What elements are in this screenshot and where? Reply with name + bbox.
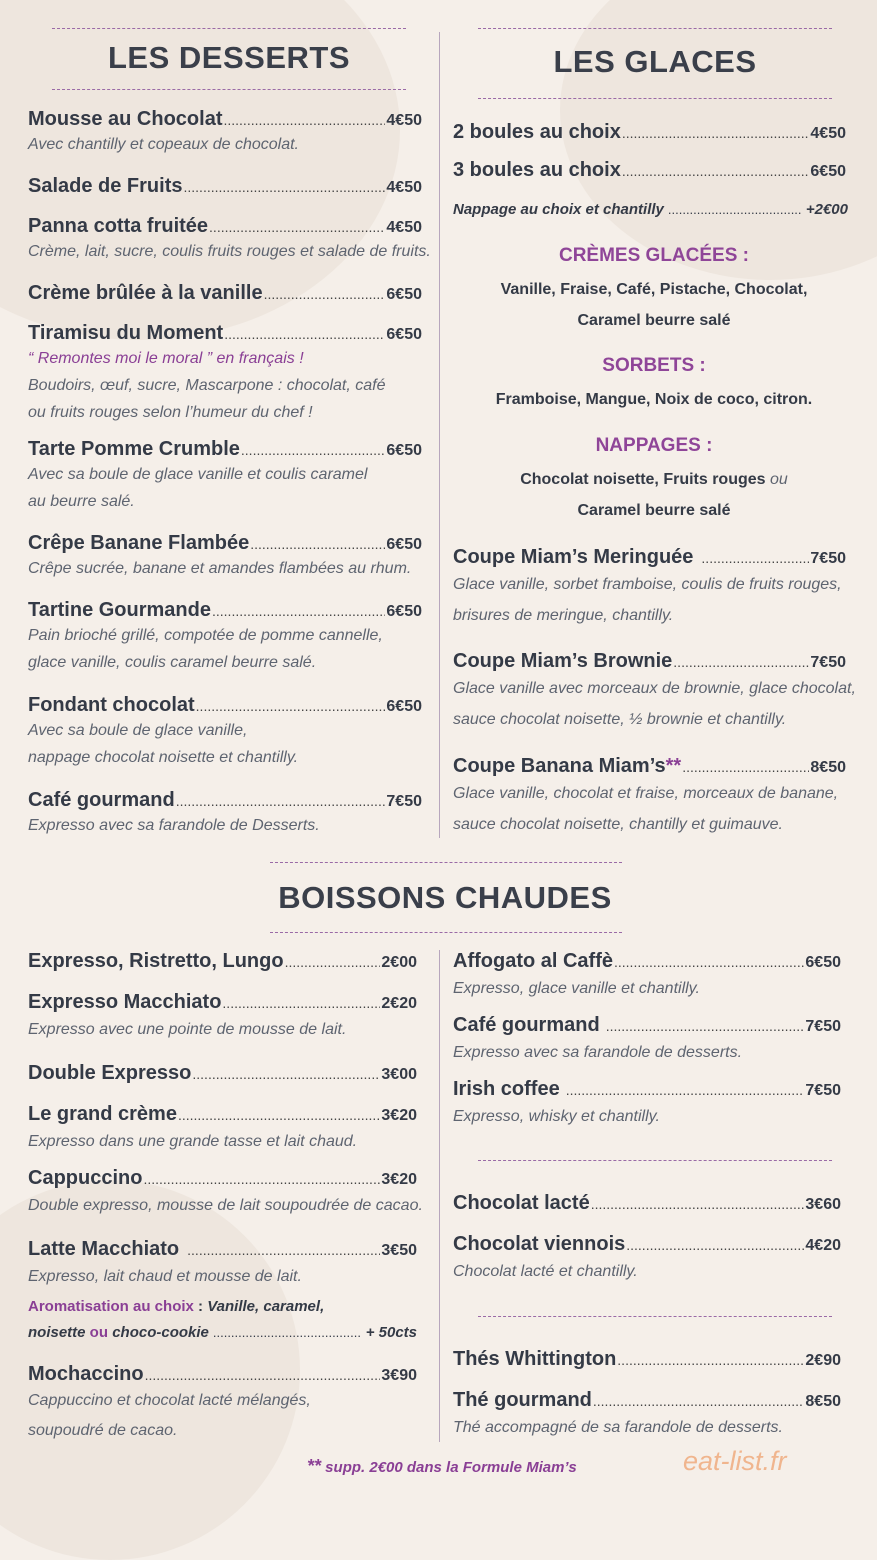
menu-item: [28, 1167, 423, 1221]
sorbets-title: SORBETS :: [602, 355, 706, 376]
divider: [52, 89, 406, 90]
item-name: Coupe Miam’s Brownie: [453, 650, 673, 672]
menu-item: [453, 950, 841, 1004]
item-price: 6€50: [386, 442, 422, 459]
item-price: 2€20: [381, 995, 417, 1012]
item-name: Expresso, Ristretto, Lungo: [28, 950, 284, 972]
item-name: Coupe Miam’s Meringuée: [453, 546, 694, 568]
item-name: Thés Whittington: [453, 1348, 617, 1370]
item-description: Expresso avec une pointe de mousse de lait.: [28, 1021, 347, 1038]
aroma-price: + 50cts: [365, 1324, 417, 1341]
dot-leader: [145, 1367, 381, 1383]
menu-item: [28, 532, 422, 582]
item-note: “ Remontes moi le moral ” en français !: [28, 350, 304, 367]
menu-item: [28, 1103, 417, 1157]
menu-item: [453, 1192, 841, 1215]
menu-item: [453, 1233, 841, 1287]
nappages-list: Chocolat noisette, Fruits rouges ou Caramel beurre salé: [520, 471, 788, 519]
item-price: 8€50: [810, 759, 846, 776]
menu-item: [453, 1014, 841, 1068]
nappage-line: [453, 201, 848, 218]
item-description: Double expresso, mousse de lait soupoudrée de cacao.: [28, 1197, 423, 1214]
item-price: 6€50: [386, 603, 422, 620]
dot-leader: [566, 1082, 805, 1098]
menu-item: [28, 694, 422, 771]
item-name: Panna cotta fruitée: [28, 215, 209, 237]
glaces-title: LES GLACES: [553, 44, 757, 79]
item-name: Crème brûlée à la vanille: [28, 282, 263, 304]
dot-leader: [617, 1352, 804, 1368]
menu-item: [28, 1062, 417, 1085]
item-name: Expresso Macchiato: [28, 991, 222, 1013]
menu-item: [28, 1238, 417, 1292]
item-name: Coupe Banana Miam’s: [453, 755, 666, 777]
item-name: 3 boules au choix: [453, 159, 621, 181]
dot-leader: [178, 1107, 380, 1123]
item-price: 3€90: [381, 1367, 417, 1384]
dot-leader: [187, 1242, 380, 1258]
dot-leader: [668, 202, 802, 217]
item-price: 3€60: [805, 1196, 841, 1213]
dot-leader: [224, 326, 385, 342]
menu-item: [28, 108, 422, 158]
menu-item: [453, 1078, 841, 1132]
item-description: Expresso avec sa farandole de desserts.: [453, 1044, 743, 1061]
item-name: Chocolat viennois: [453, 1233, 626, 1255]
menu-item: [28, 322, 422, 426]
item-name: Salade de Fruits: [28, 175, 183, 197]
item-price: 6€50: [805, 954, 841, 971]
asterisk-mark: **: [307, 1456, 322, 1476]
item-name: Mochaccino: [28, 1363, 144, 1385]
item-price: 2€00: [381, 954, 417, 971]
dot-leader: [192, 1066, 380, 1082]
divider: [270, 862, 622, 863]
dot-leader: [264, 286, 386, 302]
item-name: Café gourmand: [453, 1014, 600, 1036]
dot-leader: [593, 1393, 805, 1409]
item-price: 6€50: [386, 698, 422, 715]
sorbets-list: Framboise, Mangue, Noix de coco, citron.: [495, 391, 813, 408]
menu-item: [453, 121, 846, 144]
item-price: 3€20: [381, 1171, 417, 1188]
menu-item: [28, 282, 422, 305]
item-price: 6€50: [810, 163, 846, 180]
item-description: Glace vanille avec morceaux de brownie, glace chocolat, sauce chocolat noisette, ½ brownie et chantilly.: [453, 680, 856, 728]
footer-note: ** supp. 2€00 dans la Formule Miam’s: [307, 1456, 577, 1476]
divider: [270, 932, 622, 933]
cremes-title: CRÈMES GLACÉES :: [558, 245, 750, 266]
watermark-logo: eat-list.fr: [683, 1446, 787, 1476]
dot-leader: [701, 550, 809, 566]
item-name: Café gourmand: [28, 789, 175, 811]
item-price: 4€50: [386, 179, 422, 196]
menu-item: [28, 175, 422, 198]
dot-leader: [184, 179, 386, 195]
item-name: Fondant chocolat: [28, 694, 195, 716]
item-name: Irish coffee: [453, 1078, 560, 1100]
item-name: Nappage au choix et chantilly: [453, 201, 664, 218]
item-description: Thé accompagné de sa farandole de desserts.: [453, 1419, 783, 1436]
dot-leader: [223, 112, 385, 128]
boissons-title: BOISSONS CHAUDES: [278, 880, 612, 915]
item-price: 4€20: [805, 1237, 841, 1254]
cremes-list: Vanille, Fraise, Café, Pistache, Chocolat, Caramel beurre salé: [500, 281, 808, 329]
dot-leader: [212, 603, 385, 619]
item-price: 7€50: [810, 654, 846, 671]
dot-leader: [143, 1171, 380, 1187]
item-price: 4€50: [386, 219, 422, 236]
item-description: Glace vanille, sorbet framboise, coulis de fruits rouges, brisures de meringue, chantilly.: [453, 576, 842, 624]
dot-leader: [622, 163, 810, 179]
item-price: 6€50: [386, 536, 422, 553]
item-description: Crêpe sucrée, banane et amandes flambées au rhum.: [28, 560, 412, 577]
item-name: Tartine Gourmande: [28, 599, 211, 621]
item-price: 7€50: [805, 1018, 841, 1035]
menu-item: [28, 950, 417, 973]
dot-leader: [682, 759, 809, 775]
menu-item: [28, 991, 417, 1045]
menu-item: [453, 159, 846, 182]
divider: [478, 28, 832, 29]
column-separator: [439, 32, 440, 838]
item-price: 3€50: [381, 1242, 417, 1259]
item-description: Chocolat lacté et chantilly.: [453, 1263, 638, 1280]
nappages-title: NAPPAGES :: [595, 435, 713, 456]
item-description: Avec sa boule de glace vanille, nappage chocolat noisette et chantilly.: [28, 722, 299, 766]
item-name: 2 boules au choix: [453, 121, 621, 143]
item-name: Chocolat lacté: [453, 1192, 590, 1214]
item-description: Cappuccino et chocolat lacté mélangés, soupoudré de cacao.: [28, 1392, 311, 1439]
item-name: Crêpe Banane Flambée: [28, 532, 250, 554]
menu-item: [28, 1363, 417, 1446]
menu-item: [28, 599, 422, 676]
item-price: 3€20: [381, 1107, 417, 1124]
dot-leader: [209, 219, 385, 235]
desserts-title: LES DESSERTS: [108, 40, 350, 75]
aroma-options: Vanille, caramel,: [207, 1298, 325, 1315]
dot-leader: [591, 1196, 805, 1212]
item-price: 2€90: [805, 1352, 841, 1369]
item-name: Tiramisu du Moment: [28, 322, 224, 344]
dot-leader: [250, 536, 385, 552]
dot-leader: [622, 125, 810, 141]
item-price: 4€50: [810, 125, 846, 142]
item-price: 7€50: [386, 793, 422, 810]
item-description: Expresso, whisky et chantilly.: [453, 1108, 660, 1125]
menu-item: [453, 1348, 841, 1371]
item-name: Le grand crème: [28, 1103, 177, 1125]
item-description: Glace vanille, chocolat et fraise, morceaux de banane, sauce chocolat noisette, chantilly et guimauve.: [453, 785, 839, 833]
item-name: Latte Macchiato: [28, 1238, 180, 1260]
item-description: Pain brioché grillé, compotée de pomme cannelle, glace vanille, coulis caramel beurre salé.: [28, 627, 383, 671]
dot-leader: [614, 954, 804, 970]
item-price: 6€50: [386, 326, 422, 343]
item-description: Expresso, lait chaud et mousse de lait.: [28, 1268, 302, 1285]
item-name: Thé gourmand: [453, 1389, 592, 1411]
item-price: 3€00: [381, 1066, 417, 1083]
menu-item: [453, 650, 856, 735]
item-description: Crème, lait, sucre, coulis fruits rouges et salade de fruits.: [28, 243, 431, 260]
item-name: Double Expresso: [28, 1062, 192, 1084]
item-price: 7€50: [805, 1082, 841, 1099]
aroma-label: Aromatisation au choix: [28, 1298, 194, 1315]
item-price: 4€50: [386, 112, 422, 129]
dot-leader: [673, 654, 809, 670]
menu-item: [453, 546, 846, 631]
dot-leader: [606, 1018, 805, 1034]
aromatisation-option: Aromatisation au choix : Vanille, caramel, noisette ou choco-cookie ..... + 50cts: [28, 1294, 417, 1346]
item-price: 6€50: [386, 286, 422, 303]
item-description: Avec chantilly et copeaux de chocolat.: [28, 136, 299, 153]
item-name: Tarte Pomme Crumble: [28, 438, 240, 460]
dot-leader: [176, 793, 386, 809]
dot-leader: [285, 954, 381, 970]
menu-item: [28, 789, 422, 839]
divider: [478, 1160, 832, 1161]
item-description: Expresso dans une grande tasse et lait chaud.: [28, 1133, 358, 1150]
item-description: Expresso avec sa farandole de Desserts.: [28, 817, 320, 834]
column-separator: [439, 950, 440, 1442]
item-name: Mousse au Chocolat: [28, 108, 223, 130]
dot-leader: [213, 1320, 362, 1346]
item-name: Affogato al Caffè: [453, 950, 613, 972]
menu-item: [453, 755, 846, 840]
divider: [52, 28, 406, 29]
dot-leader: [196, 698, 386, 714]
item-description: Avec sa boule de glace vanille et coulis caramel au beurre salé.: [28, 466, 368, 510]
divider: [478, 98, 832, 99]
item-name: Cappuccino: [28, 1167, 143, 1189]
dot-leader: [222, 995, 380, 1011]
menu-item: [28, 438, 422, 515]
item-price: 8€50: [805, 1393, 841, 1410]
item-price: +2€00: [805, 201, 848, 218]
menu-item: [453, 1389, 841, 1443]
dot-leader: [626, 1237, 804, 1253]
item-price: 7€50: [810, 550, 846, 567]
divider: [478, 1316, 832, 1317]
item-description: “ Remontes moi le moral ” en français ! Boudoirs, œuf, sucre, Mascarpone : chocolat, café ou fruits rouges selon l’humeur du chef !: [28, 345, 422, 426]
menu-item: [28, 215, 431, 265]
asterisk-mark: **: [665, 755, 682, 777]
item-description: Expresso, glace vanille et chantilly.: [453, 980, 700, 997]
dot-leader: [241, 442, 386, 458]
